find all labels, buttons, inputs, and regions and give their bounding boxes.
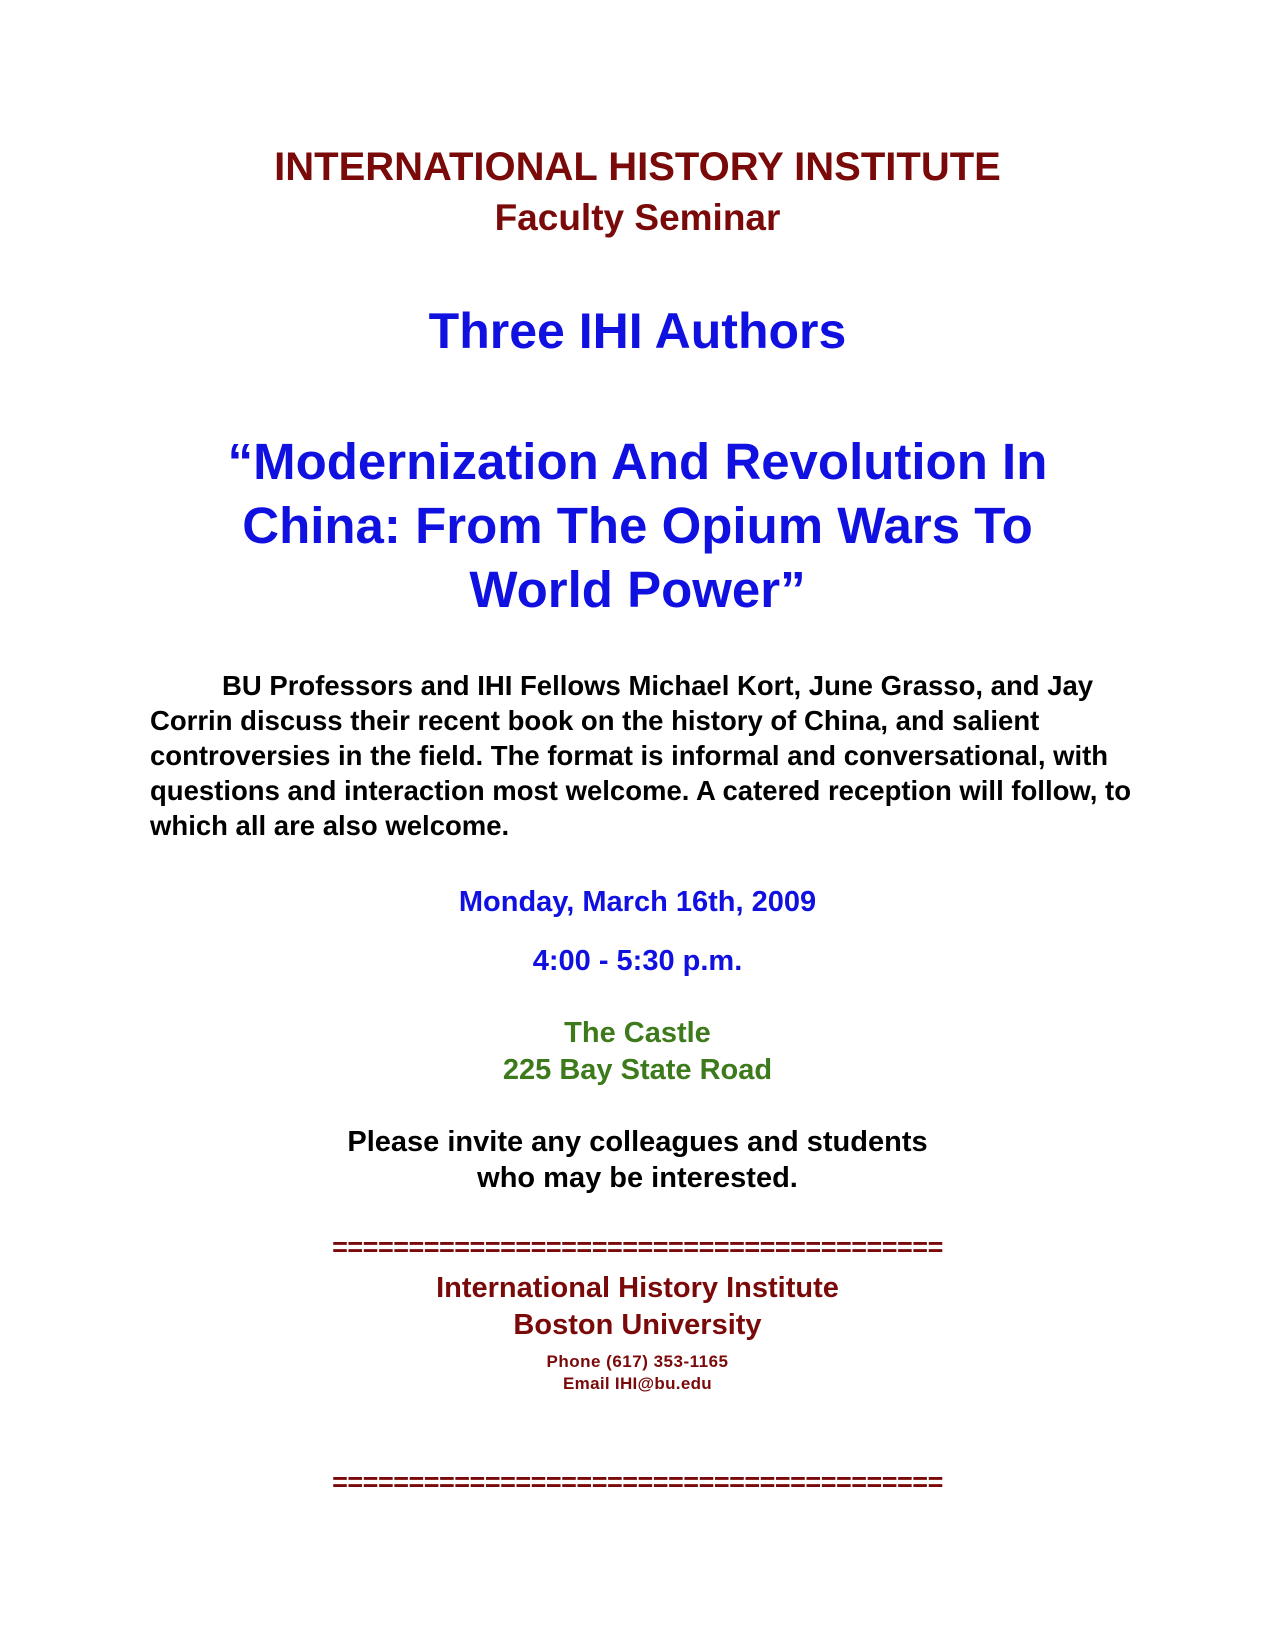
invite-line: Please invite any colleagues and students (347, 1126, 928, 1158)
event-headline: Three IHI Authors (428, 303, 847, 359)
book-title (0, 430, 1275, 622)
event-description: BU Professors and IHI Fellows Michael Kort, June Grasso, and Jay Corrin discuss their recent book on the history of China, and salient controversies in the field. The format is informal and conversational, with questions and interaction most welcome. A catered reception will follow, to which all are also welcome. (150, 670, 1131, 841)
contact-phone: Phone (617) 353-1165 (546, 1352, 729, 1371)
event-date: Monday, March 16th, 2009 (458, 886, 817, 918)
invite-line: who may be interested. (477, 1162, 798, 1194)
book-title-line: “Modernization And Revolution In (227, 433, 1048, 490)
seminar-series: Faculty Seminar (494, 197, 781, 238)
book-title-line: China: From The Opium Wars To (242, 497, 1033, 554)
footer-organization: International History Institute (436, 1272, 839, 1304)
event-address: 225 Bay State Road (502, 1054, 773, 1086)
contact-email: Email IHI@bu.edu (563, 1374, 712, 1393)
event-time: 4:00 - 5:30 p.m. (532, 945, 743, 977)
book-title-line: World Power” (469, 561, 806, 618)
divider-top: ======================================== (332, 1232, 943, 1262)
divider-bottom: ======================================== (332, 1467, 943, 1497)
footer-university: Boston University (513, 1309, 762, 1341)
institute-title: INTERNATIONAL HISTORY INSTITUTE (274, 145, 1001, 189)
event-venue: The Castle (564, 1017, 711, 1049)
